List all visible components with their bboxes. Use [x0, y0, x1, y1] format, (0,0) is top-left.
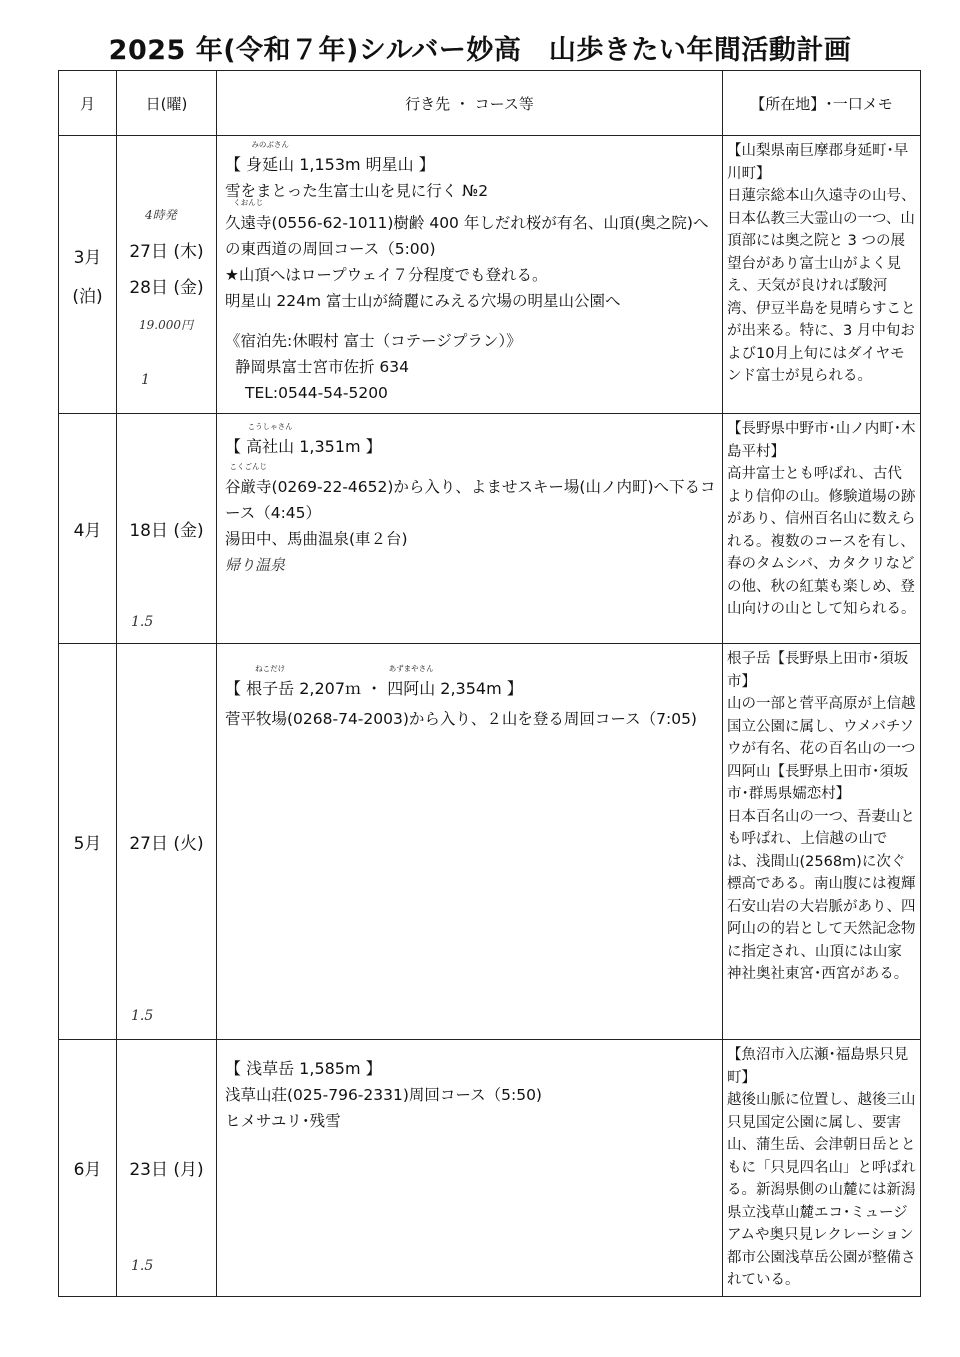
peak-name-2: あずまやさん 四阿山 [387, 664, 436, 698]
peak-title: 【 みのぶさん 身延山 1,153m 明星山 】 [225, 152, 716, 178]
header-course: 行き先 ・ コース等 [217, 71, 723, 136]
note-cell [723, 136, 921, 414]
course-line: 菅平牧場(0268-74-2003)から入り、２山を登る周回コース（7:05) [225, 710, 697, 728]
note-cell [723, 644, 921, 1040]
header-note: 【所在地】･一口メモ [723, 71, 921, 136]
note-text: 越後山脈に位置し、越後三山只見国定公園に属し、要害山、蒲生岳、会津朝日岳とともに「只見四名山」と呼ばれる。新潟県側の山麓には新潟県立浅草山麓エコ･ミュージアムや奥只見レクレーション都市公園浅草岳公園が整備されている。 [727, 1092, 916, 1288]
temple-name: くおんじ 久遠寺 [225, 198, 272, 232]
note-place: 四阿山【長野県上田市･須坂市･群馬県嬬恋村】 [727, 763, 909, 802]
peak-title: 【 こうしゃさん 高社山 1,351m 】 [225, 434, 716, 460]
peak-name: ねこだけ 根子岳 [246, 664, 295, 698]
month-cell: 4月 [59, 414, 117, 644]
month-sub-label: (泊) [72, 286, 103, 307]
course-line: ヒメサユリ･残雪 [225, 1112, 341, 1130]
stay-line: TEL:0544-54-5200 [245, 384, 388, 402]
note-place: 根子岳【長野県上田市･須坂市】 [727, 651, 909, 690]
course-line: 浅草山荘(025-796-2331)周回コース（5:50) [225, 1086, 542, 1104]
stay-line: 静岡県富士宮市佐折 634 [235, 358, 410, 376]
course-line: くおんじ 久遠寺(0556-62-1011)樹齢 400 年しだれ桜が有名、山頂(奥之院)への東西道の周回コース（5:00) [225, 198, 709, 258]
month-cell [59, 136, 117, 414]
day-cell [117, 644, 217, 1040]
header-day: 日(曜) [117, 71, 217, 136]
table-row [59, 136, 921, 414]
month-cell: 6月 [59, 1040, 117, 1297]
course-line: 明星山 224m 富士山が綺麗にみえる穴場の明星山公園へ [225, 292, 621, 310]
header-month: 月 [59, 71, 117, 136]
course-line: こくごんじ 谷厳寺(0269-22-4652)から入り、よませスキー場(山ノ内町)へ下るコース（4:45） [225, 462, 716, 522]
handwritten-note: 4時発 [145, 208, 177, 222]
day-label: 27日 (火) [129, 834, 204, 854]
day-cell [117, 414, 217, 644]
table-row [59, 644, 921, 1040]
day-label: 28日 (金) [129, 277, 204, 298]
note-place: 【山梨県南巨摩郡身延町･早川町】 [727, 143, 909, 182]
handwritten-note: 1 [141, 372, 150, 388]
month-cell: 5月 [59, 644, 117, 1040]
course-cell [217, 414, 723, 644]
stay-info [225, 328, 716, 406]
day-cell [117, 136, 217, 414]
note-cell [723, 414, 921, 644]
table-row [59, 1040, 921, 1297]
peak-title: 【 ねこだけ 根子岳 2,207ｍ ・ あずまやさん 四阿山 2,354m 】 [225, 676, 716, 702]
note-cell [723, 1040, 921, 1297]
day-label: 27日 (木) [129, 241, 204, 262]
handwritten-note: 1.5 [131, 1258, 154, 1274]
table-row [59, 414, 921, 644]
note-text: 日蓮宗総本山久遠寺の山号、日本仏教三大霊山の一つ、山頂部には奥之院と 3 つの展望台があり富士山がよく見え、天気が良ければ駿河湾、伊豆半島を見晴らすことが出来る。特に、3 月中旬および10月上旬にはダイヤモンド富士が見られる。 [727, 188, 916, 384]
course-line: ★山頂へはロープウェイ７分程度でも登れる。 [225, 266, 548, 284]
note-place: 【長野県中野市･山ノ内町･木島平村】 [727, 421, 916, 460]
handwritten-note: 19.000円 [139, 318, 193, 332]
course-cell [217, 136, 723, 414]
header-row [59, 71, 921, 136]
day-cell [117, 1040, 217, 1297]
peak-name: みのぶさん 身延山 [246, 140, 295, 174]
course-line: 湯田中、馬曲温泉(車２台) [225, 530, 408, 548]
temple-name: こくごんじ 谷厳寺 [225, 462, 272, 496]
course-cell [217, 644, 723, 1040]
handwritten-note: 1.5 [131, 1008, 154, 1024]
peak-name: こうしゃさん 高社山 [246, 422, 295, 456]
month-label: 3月 [73, 247, 102, 268]
note-text: 日本百名山の一つ、吾妻山とも呼ばれ、上信越の山では、浅間山(2568m)に次ぐ標高である。南山腹には複輝石安山岩の大岩脈があり、四阿山の的岩として天然記念物に指定され、山頂には山家神社奥社東宮･西宮がある。 [727, 808, 916, 982]
note-text: 山の一部と菅平高原が上信越国立公園に属し、ウメバチソウが有名、花の百名山の一つ [727, 696, 916, 757]
day-label: 18日 (金) [129, 521, 204, 541]
handwritten-note: 帰り温泉 [225, 556, 286, 574]
peak-title: 【 浅草岳 1,585m 】 [225, 1059, 382, 1078]
stay-line: 《宿泊先:休暇村 富士（コテージプラン）》 [225, 332, 522, 350]
course-cell [217, 1040, 723, 1297]
note-place: 【魚沼市入広瀬･福島県只見町】 [727, 1047, 909, 1086]
note-text: 高井富士とも呼ばれ、古代より信仰の山。修験道場の跡があり、信州百名山に数えられる。複数のコースを有し、春のタムシバ、カタクリなどの他、秋の紅葉も楽しめ、登山向けの山として知られる。 [727, 466, 916, 617]
course-line: 雪をまとった生富士山を見に行く №2 [225, 182, 489, 200]
page-title: 2025 年(令和７年)シルバー妙高 山歩きたい年間活動計画 [108, 35, 852, 66]
day-label: 23日 (月) [129, 1160, 204, 1181]
activity-plan-table [58, 70, 921, 1297]
handwritten-note: 1.5 [131, 614, 154, 630]
